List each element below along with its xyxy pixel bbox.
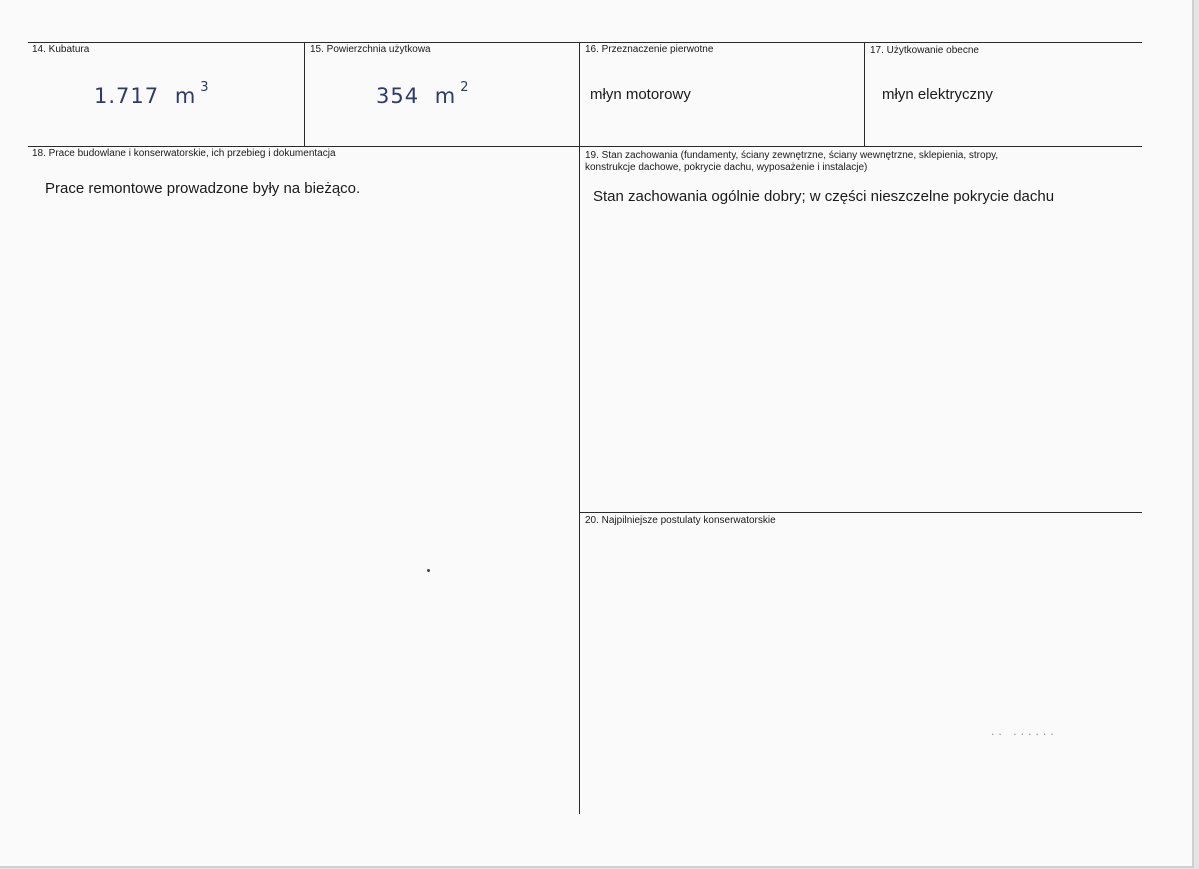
field-14-number: 1.717 (94, 84, 160, 108)
field-15-exponent: 2 (460, 80, 470, 95)
divider-14-15 (304, 42, 305, 146)
field-15-unit: m (434, 84, 457, 108)
section-20-rule (579, 512, 1142, 513)
field-14-exponent: 3 (200, 80, 210, 95)
field-20-label: 20. Najpilniejsze postulaty konserwatorskie (585, 515, 776, 526)
field-18-label: 18. Prace budowlane i konserwatorskie, ich przebieg i dokumentacja (32, 148, 336, 159)
scan-speck (427, 569, 430, 572)
field-14-handwritten-value (94, 80, 210, 108)
scan-dots: .. ...... (990, 728, 1057, 738)
field-16-label: 16. Przeznaczenie pierwotne (585, 44, 714, 55)
field-14-label: 14. Kubatura (32, 44, 90, 55)
field-14-unit: m (174, 84, 197, 108)
divider-main (579, 42, 580, 814)
field-19-label-line-2: konstrukcje dachowe, pokrycie dachu, wyposażenie i instalacje) (585, 162, 868, 173)
middle-rule (28, 146, 1142, 147)
field-15-label: 15. Powierzchnia użytkowa (310, 44, 431, 55)
field-19-label-line-1: 19. Stan zachowania (fundamenty, ściany zewnętrzne, ściany wewnętrzne, sklepienia, stropy, (585, 150, 999, 161)
top-rule (28, 42, 1142, 43)
field-16-value: młyn motorowy (590, 86, 691, 103)
field-15-number: 354 (376, 84, 420, 108)
field-19-value: Stan zachowania ogólnie dobry; w części nieszczelne pokrycie dachu (593, 188, 1055, 205)
field-17-value: młyn elektryczny (882, 86, 993, 103)
divider-16-17 (864, 42, 865, 146)
field-18-value: Prace remontowe prowadzone były na bieżąco. (45, 180, 361, 197)
field-15-handwritten-value (376, 80, 470, 108)
field-17-label: 17. Użytkowanie obecne (870, 45, 979, 56)
